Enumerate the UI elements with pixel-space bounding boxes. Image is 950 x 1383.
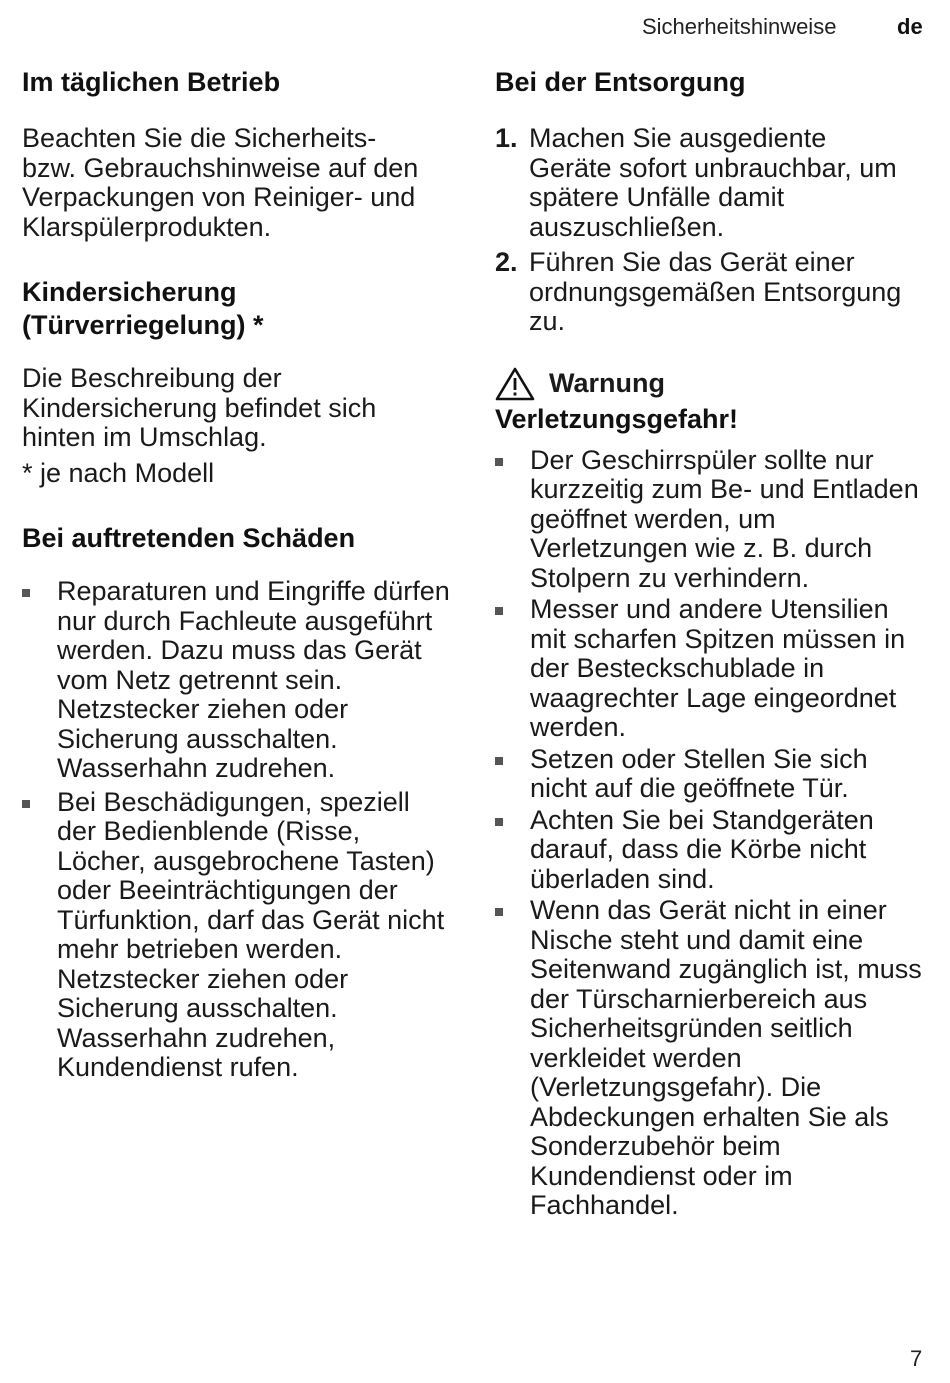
bullet-square-icon (495, 607, 503, 615)
list-item (495, 806, 925, 895)
bullet-square-icon (22, 800, 30, 808)
running-header-language: de (897, 14, 923, 39)
list-item-text: Der Geschirrspüler sollte nur kurzzeitig zum Be- und Entladen geöffnet werden, um Verletzungen wie z. B. durch Stolpern zu verhindern. (530, 444, 919, 593)
list-item-text: Achten Sie bei Standgeräten darauf, dass die Körbe nicht überladen sind. (530, 804, 874, 894)
warning-triangle-icon (495, 367, 535, 401)
step-number: 1. (495, 123, 518, 153)
list-item-text: Wenn das Gerät nicht in einer Nische steht und damit eine Seitenwand zugänglich ist, muss der Türscharnierbereich aus Sicherheitsgründen seitlich verkleidet werden (Verletzungsgefahr). Die Abdeckungen erhalten Sie als Sonderzubehör beim Kundendienst oder im Fachhandel. (530, 895, 922, 1220)
warning-subtitle: Verletzungsgefahr! (495, 403, 739, 434)
warning-label: Warnung (549, 368, 665, 398)
bullet-square-icon (22, 589, 30, 597)
section-child-lock (22, 276, 452, 488)
page-number: 7 (910, 1346, 923, 1371)
list-item (495, 446, 925, 594)
warning-heading (495, 367, 925, 401)
list-item (22, 577, 452, 784)
list-item (495, 745, 925, 804)
section-title: Im täglichen Betrieb (22, 67, 281, 97)
damage-list (22, 577, 452, 1083)
step-item (495, 124, 905, 242)
model-note: * je nach Modell (22, 457, 215, 488)
title-line: Kindersicherung (22, 277, 237, 307)
section-title: Bei auftretenden Schäden (22, 523, 356, 553)
list-item (495, 896, 925, 1221)
right-column (495, 66, 925, 1221)
list-item (495, 595, 925, 743)
left-column (22, 66, 452, 1083)
section-disposal (495, 66, 925, 337)
disposal-steps (495, 124, 905, 337)
bullet-square-icon (495, 908, 503, 916)
step-text: Machen Sie ausgediente Geräte sofort unbrauchbar, um spätere Unfälle damit auszuschließen. (529, 123, 897, 242)
running-header-section: Sicherheitshinweise (642, 14, 837, 39)
list-item-text: Reparaturen und Eingriffe dürfen nur durch Fachleute ausgeführt werden. Dazu muss das Gerät vom Netz getrennt sein. Netzstecker ziehen oder Sicherung ausschalten. Wasserhahn zudrehen. (57, 576, 450, 783)
list-item (22, 788, 452, 1083)
bullet-square-icon (495, 458, 503, 466)
section-title (22, 276, 452, 342)
bullet-square-icon (495, 757, 503, 765)
section-daily-operation (22, 66, 452, 242)
warning-box (495, 367, 925, 1221)
step-number: 2. (495, 247, 518, 277)
section-text: Die Beschreibung der Kindersicherung befindet sich hinten im Umschlag. (22, 363, 377, 452)
step-item (495, 248, 905, 337)
step-text: Führen Sie das Gerät einer ordnungsgemäßen Entsorgung zu. (529, 247, 902, 336)
title-line: (Türverriegelung) * (22, 310, 264, 340)
list-item-text: Bei Beschädigungen, speziell der Bedienblende (Risse, Löcher, ausgebrochene Tasten) oder Beeinträchtigungen der Türfunktion, darf das Gerät nicht mehr betrieben werden. Netzstecker ziehen oder Sicherung ausschalten. Wasserhahn zudrehen, Kundendienst rufen. (57, 786, 445, 1082)
list-item-text: Messer und andere Utensilien mit scharfen Spitzen müssen in der Besteckschublade in waagrechter Lage eingeordnet werden. (530, 594, 906, 742)
section-title: Bei der Entsorgung (495, 67, 746, 97)
section-damage (22, 522, 452, 1083)
section-text: Beachten Sie die Sicherheits- bzw. Gebrauchshinweise auf den Verpackungen von Reiniger- und Klarspülerprodukten. (22, 123, 419, 242)
warning-list (495, 446, 925, 1221)
list-item-text: Setzen oder Stellen Sie sich nicht auf die geöffnete Tür. (530, 743, 868, 803)
bullet-square-icon (495, 818, 503, 826)
